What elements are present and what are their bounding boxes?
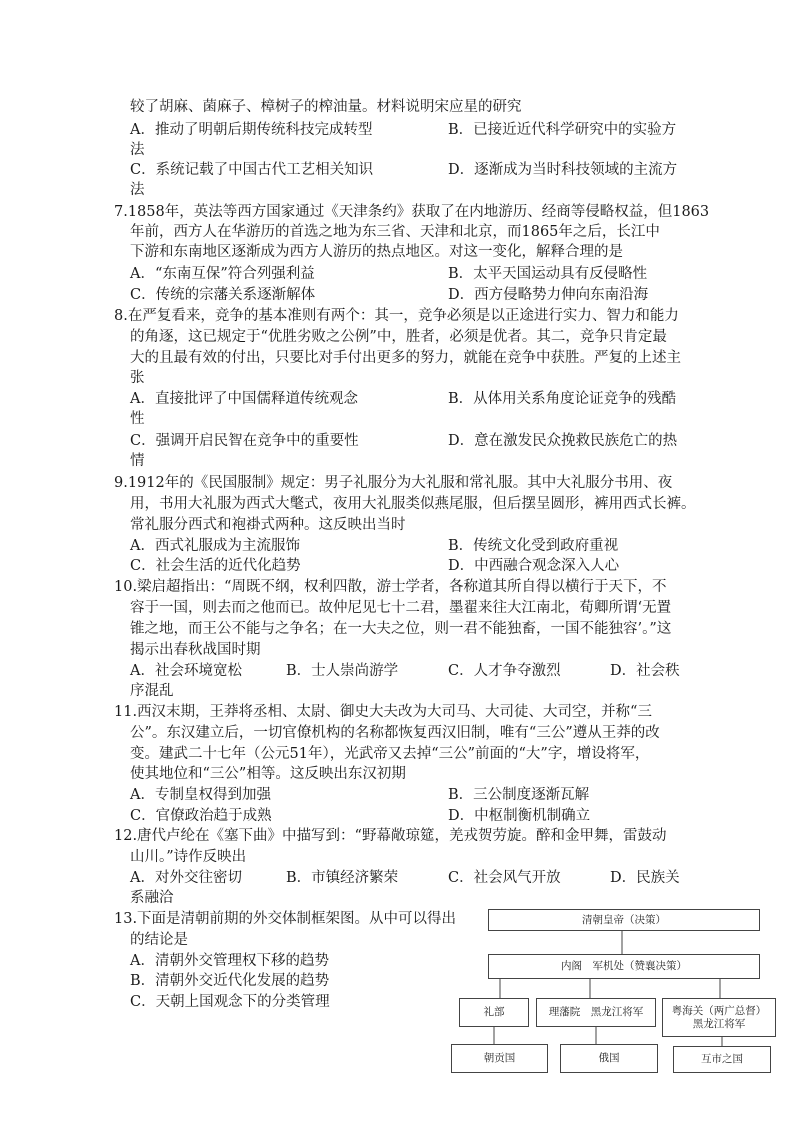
q9-option-a[interactable]: A．西式礼服成为主流服饰 bbox=[130, 538, 300, 554]
q10-option-b[interactable]: B．士人崇尚游学 bbox=[286, 663, 399, 679]
q7-stem-line3: 下游和东南地区逐渐成为西方人游历的热点地区。对这一变化，解释合理的是 bbox=[130, 244, 623, 260]
q10-option-a[interactable]: A．社会环境宽松 bbox=[130, 663, 242, 679]
q9-option-c[interactable]: C．社会生活的近代化趋势 bbox=[130, 558, 301, 574]
diagram-yuehaiguan-label: 粤海关（两广总督） bbox=[671, 1004, 767, 1017]
q12-option-a[interactable]: A．对外交往密切 bbox=[130, 870, 242, 886]
diagram-hushi-label: 互市之国 bbox=[701, 1053, 743, 1065]
q12-option-b[interactable]: B．市镇经济繁荣 bbox=[286, 870, 399, 886]
q13-option-c[interactable]: C．天朝上国观念下的分类管理 bbox=[130, 994, 330, 1010]
q11-stem-line3: 变。建武二十七年（公元51年），光武帝又去掉“三公”前面的“大”字，增设将军， bbox=[130, 746, 650, 762]
q10-option-d[interactable]: D．社会秩 bbox=[610, 663, 680, 679]
diagram-yuehaiguan-sub-label: 黑龙江将军 bbox=[692, 1017, 746, 1030]
q8-option-d[interactable]: D．意在激发民众挽救民族危亡的热 bbox=[448, 433, 678, 449]
q8-option-b[interactable]: B．从体用关系角度论证竞争的残酷 bbox=[448, 391, 677, 407]
diagram-emperor-box bbox=[488, 909, 760, 931]
q8-option-c[interactable]: C．强调开启民智在竞争中的重要性 bbox=[130, 433, 359, 449]
diagram-eguo-label: 俄国 bbox=[598, 1052, 620, 1064]
q6-option-b[interactable]: B．已接近近代科学研究中的实验方 bbox=[448, 122, 677, 138]
diagram-hushi-box bbox=[673, 1046, 771, 1073]
q6-option-b-wrap: 法 bbox=[130, 142, 145, 158]
diagram-council-label: 内阁 军机处（赞襄决策） bbox=[561, 960, 687, 972]
q10-stem-line2: 容于一国，则去而之他而已。故仲尼见七十二君，墨翟来往大江南北，荀卿所谓‘无置 bbox=[130, 600, 672, 616]
q6-option-d-wrap: 法 bbox=[130, 182, 145, 198]
diagram-lifanyuan-label: 理藩院 黑龙江将军 bbox=[548, 1006, 644, 1018]
q12-stem-line2: 山川。”诗作反映出 bbox=[130, 849, 247, 865]
q12-stem-line1: 12.唐代卢纶在《塞下曲》中描写到：“野幕敞琼筵，羌戎贺劳旋。醉和金甲舞，雷鼓动 bbox=[114, 828, 667, 844]
q12-option-c[interactable]: C．社会风气开放 bbox=[448, 870, 561, 886]
q10-stem-line1: 10.梁启超指出：“周既不纲，权利四散，游士学者，各称道其所自得以横行于天下，不 bbox=[114, 579, 667, 595]
q7-stem-line1: 7.1858年，英法等西方国家通过《天津条约》获取了在内地游历、经商等侵略权益，但1863 bbox=[114, 204, 710, 220]
q11-option-d[interactable]: D．中枢制衡机制确立 bbox=[448, 808, 591, 824]
q11-stem-line2: 公”。东汉建立后，一切官僚机构的名称都恢复西汉旧制，唯有“三公”遵从王莽的改 bbox=[130, 725, 660, 741]
diagram-libu-label: 礼部 bbox=[483, 1006, 505, 1018]
q8-option-a[interactable]: A．直接批评了中国儒释道传统观念 bbox=[130, 391, 358, 407]
q7-option-a[interactable]: A．“东南互保”符合列强利益 bbox=[130, 266, 315, 282]
q8-option-b-wrap: 性 bbox=[130, 411, 145, 427]
q9-option-b[interactable]: B．传统文化受到政府重视 bbox=[448, 538, 619, 554]
q13-stem-line1: 13.下面是清朝前期的外交体制框架图。从中可以得出 bbox=[114, 911, 457, 927]
q9-stem-line3: 常礼服分西式和袍褂式两种。这反映出当时 bbox=[130, 517, 406, 533]
q13-option-a[interactable]: A．清朝外交管理权下移的趋势 bbox=[130, 953, 329, 969]
q9-stem-line2: 用，书用大礼服为西式大氅式，夜用大礼服类似燕尾服，但后摆呈圆形，裤用西式长裤。 bbox=[130, 496, 696, 512]
diagram-eguo-box bbox=[560, 1044, 658, 1073]
q7-option-b[interactable]: B．太平天国运动具有反侵略性 bbox=[448, 266, 648, 282]
diagram-libu-box bbox=[459, 998, 529, 1027]
q6-option-c[interactable]: C．系统记载了中国古代工艺相关知识 bbox=[130, 162, 374, 178]
q11-option-b[interactable]: B．三公制度逐渐瓦解 bbox=[448, 787, 590, 803]
q7-option-c[interactable]: C．传统的宗藩关系逐渐解体 bbox=[130, 287, 316, 303]
q13-option-b[interactable]: B．清朝外交近代化发展的趋势 bbox=[130, 973, 330, 989]
q11-stem-line1: 11.西汉末期，王莽将丞相、太尉、御史大夫改为大司马、大司徒、大司空，并称“三 bbox=[114, 704, 652, 720]
q9-stem-line1: 9.1912年的《民国服制》规定：男子礼服分为大礼服和常礼服。其中大礼服分书用、夜 bbox=[114, 475, 673, 491]
diagram-yuehaiguan-box bbox=[662, 998, 776, 1037]
q8-option-d-wrap: 情 bbox=[130, 453, 145, 469]
q7-option-d[interactable]: D．西方侵略势力伸向东南沿海 bbox=[448, 287, 649, 303]
q10-stem-line4: 揭示出春秋战国时期 bbox=[130, 642, 261, 658]
q6-stem: 较了胡麻、菌麻子、樟树子的榨油量。材料说明宋应星的研究 bbox=[130, 99, 522, 115]
q13-stem-line2: 的结论是 bbox=[130, 932, 188, 948]
diagram-chaogong-label: 朝贡国 bbox=[483, 1052, 516, 1064]
q7-stem-line2: 年前，西方人在华游历的首选之地为东三省、天津和北京，而1865年之后，长江中 bbox=[130, 224, 660, 240]
diagram-council-box bbox=[488, 954, 760, 979]
diagram-lifanyuan-box bbox=[536, 998, 656, 1027]
q8-stem-line1: 8.在严复看来，竞争的基本准则有两个：其一，竞争必须是以正途进行实力、智力和能力 bbox=[114, 308, 679, 324]
q10-stem-line3: 锥之地，而王公不能与之争名；在一大夫之位，则一君不能独畜，一国不能独容’。”这 bbox=[130, 621, 672, 637]
q8-stem-line4: 张 bbox=[130, 370, 145, 386]
q11-stem-line4: 使其地位和“三公”相等。这反映出东汉初期 bbox=[130, 766, 406, 782]
q10-option-c[interactable]: C．人才争夺激烈 bbox=[448, 663, 561, 679]
q8-stem-line2: 的角逐，这已规定于“优胜劣败之公例”中，胜者，必须是优者。其二，竞争只肯定最 bbox=[130, 329, 667, 345]
q6-option-d[interactable]: D．逐渐成为当时科技领域的主流方 bbox=[448, 162, 678, 178]
diagram-emperor-label: 清朝皇帝（决策） bbox=[582, 913, 666, 926]
q6-option-a[interactable]: A．推动了明朝后期传统科技完成转型 bbox=[130, 122, 373, 138]
diagram-chaogong-box bbox=[451, 1044, 548, 1073]
q9-option-d[interactable]: D．中西融合观念深入人心 bbox=[448, 558, 620, 574]
q12-option-d-wrap: 系融洽 bbox=[130, 890, 174, 906]
q11-option-c[interactable]: C．官僚政治趋于成熟 bbox=[130, 808, 272, 824]
q8-stem-line3: 大的且最有效的付出，只要比对手付出更多的努力，就能在竞争中获胜。严复的上述主 bbox=[130, 350, 681, 366]
q12-option-d[interactable]: D．民族关 bbox=[610, 870, 680, 886]
q10-option-d-wrap: 序混乱 bbox=[130, 683, 174, 699]
q11-option-a[interactable]: A．专制皇权得到加强 bbox=[130, 787, 271, 803]
